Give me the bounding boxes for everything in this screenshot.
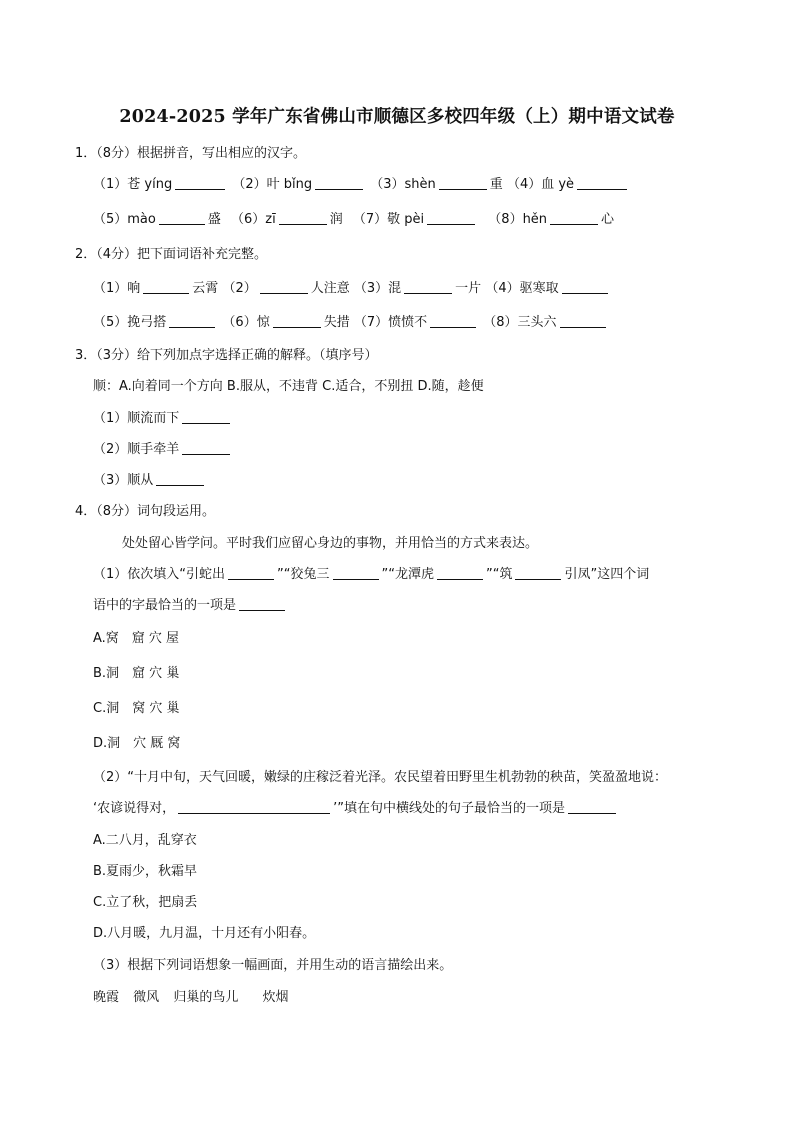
- question-2-heading: 2．（4分）把下面词语补充完整。: [75, 247, 268, 262]
- answer-blank[interactable]: [315, 176, 363, 190]
- option-a[interactable]: A.二八月，乱穿衣: [93, 833, 197, 848]
- answer-blank[interactable]: [228, 566, 274, 580]
- answer-blank[interactable]: [515, 566, 561, 580]
- question-3-item-3: （3）顺从: [93, 472, 207, 490]
- question-4-intro: 处处留心皆学问。平时我们应留心身边的事物，并用恰当的方式来表达。: [122, 536, 539, 551]
- answer-blank[interactable]: [156, 472, 204, 486]
- word: 归巢的鸟儿: [173, 990, 239, 1005]
- answer-blank[interactable]: [182, 410, 230, 424]
- answer-blank[interactable]: [260, 280, 308, 294]
- question-1-row-2: （5）mào 盛 （6）zī 润 （7）敬 pèi （8）hěn 心: [93, 212, 615, 227]
- answer-blank[interactable]: [279, 211, 327, 225]
- question-4-part-1-line-2: 语中的字最恰当的一项是: [93, 597, 288, 615]
- question-4-part-3-line-1: （3）根据下列词语想象一幅画面，并用生动的语言描绘出来。: [93, 958, 453, 973]
- answer-blank[interactable]: [159, 211, 205, 225]
- question-4-part-2-line-1: （2）“十月中旬，天气回暖，嫩绿的庄稼泛着光泽。农民望着田野里生机勃勃的秧苗，笑盈盈地说：: [93, 770, 668, 785]
- word: 晚霞: [93, 990, 120, 1005]
- answer-blank[interactable]: [143, 280, 189, 294]
- answer-blank[interactable]: [404, 280, 452, 294]
- answer-blank[interactable]: [239, 597, 285, 611]
- question-3-item-1: （1）顺流而下: [93, 410, 233, 428]
- question-2-row-2: （5）挽弓搭 （6）惊 失措 （7）愤愤不 （8）三头六: [93, 314, 609, 332]
- answer-blank[interactable]: [550, 211, 598, 225]
- question-1-row-1: （1）苍 yíng （2）叶 bǐng （3）shèn 重 （4）血 yè: [93, 176, 630, 194]
- answer-blank[interactable]: [437, 566, 483, 580]
- answer-blank[interactable]: [430, 314, 476, 328]
- answer-blank[interactable]: [568, 800, 616, 814]
- answer-blank[interactable]: [562, 280, 608, 294]
- answer-blank[interactable]: [577, 176, 627, 190]
- answer-blank[interactable]: [560, 314, 606, 328]
- answer-blank[interactable]: [178, 800, 330, 814]
- option-d[interactable]: D.洞 穴 厩 窝: [93, 736, 181, 751]
- answer-blank[interactable]: [182, 441, 230, 455]
- answer-blank[interactable]: [175, 176, 225, 190]
- option-a[interactable]: A.窝 窟 穴 屋: [93, 631, 180, 646]
- page-title: 2024-2025 学年广东省佛山市顺德区多校四年级（上）期中语文试卷: [119, 107, 675, 127]
- answer-blank[interactable]: [333, 566, 379, 580]
- question-3-options: 顺：A.向着同一个方向 B.服从，不违背 C.适合，不别扭 D.随，趁便: [93, 379, 484, 394]
- question-1-heading: 1．（8分）根据拼音，写出相应的汉字。: [75, 146, 307, 161]
- word: 炊烟: [262, 990, 289, 1005]
- option-b[interactable]: B.夏雨少，秋霜早: [93, 864, 198, 879]
- question-4-part-3-words: [93, 989, 288, 1007]
- question-2-row-1: （1）响 云霄 （2） 人注意 （3）混 一片 （4）驱寒取: [93, 280, 611, 298]
- question-4-part-1-line-1: （1）依次填入“引蛇出 ”“狡兔三 ”“龙潭虎 ”“筑 引凤”这四个词: [93, 567, 650, 582]
- question-4-part-2-line-2: ‘农谚说得对， ’”填在句中横线处的句子最恰当的一项是: [93, 800, 619, 818]
- option-d[interactable]: D.八月暖，九月温，十月还有小阳春。: [93, 926, 316, 941]
- question-3-item-2: （2）顺手牵羊: [93, 441, 233, 459]
- question-4-heading: 4．（8分）词句段运用。: [75, 504, 216, 519]
- question-3-heading: 3．（3分）给下列加点字选择正确的解释。（填序号）: [75, 348, 378, 363]
- word: 微风: [133, 990, 160, 1005]
- answer-blank[interactable]: [273, 314, 321, 328]
- option-c[interactable]: C.洞 窝 穴 巢: [93, 701, 180, 716]
- answer-blank[interactable]: [169, 314, 215, 328]
- answer-blank[interactable]: [439, 176, 487, 190]
- answer-blank[interactable]: [427, 211, 475, 225]
- option-c[interactable]: C.立了秋，把扇丢: [93, 895, 198, 910]
- option-b[interactable]: B.洞 窟 穴 巢: [93, 666, 180, 681]
